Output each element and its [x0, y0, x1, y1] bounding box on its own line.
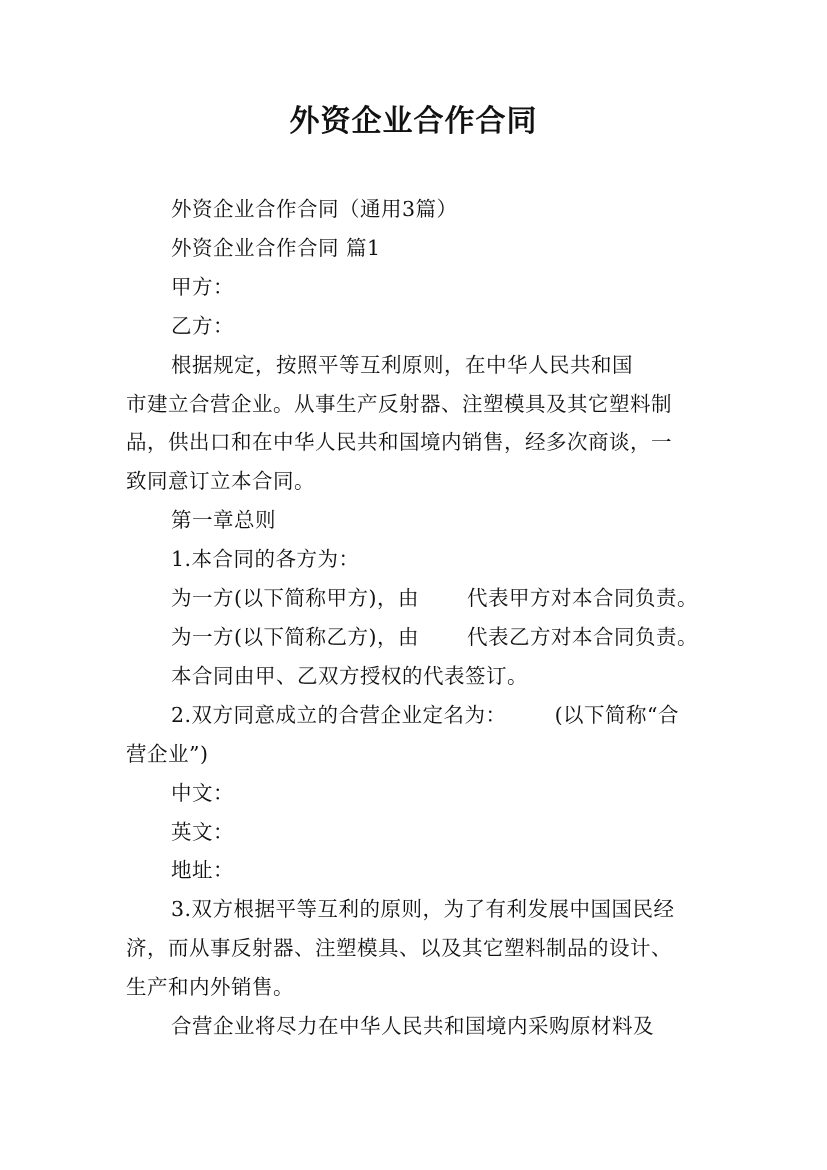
paragraph-line: 外资企业合作合同 篇1	[171, 235, 381, 260]
paragraph-line: 济，而从事反射器、注塑模具、以及其它塑料制品的设计、	[126, 936, 672, 961]
text-segment: 2.双方同意成立的合营企业定名为：	[171, 702, 507, 727]
paragraph-line: 根据规定，按照平等互利原则，在中华人民共和国	[171, 352, 633, 377]
document-title: 外资企业合作合同	[289, 104, 538, 139]
paragraph-line	[126, 579, 716, 618]
paragraph-line: 地址：	[171, 858, 234, 883]
text-segment: 代表甲方对本合同负责。	[467, 586, 698, 611]
paragraph-line: 品，供出口和在中华人民共和国境内销售，经多次商谈，一	[126, 430, 672, 455]
text-segment: (以下简称“合	[554, 702, 680, 727]
chapter-heading: 第一章总则	[171, 508, 276, 533]
text-segment: 为一方(以下简称乙方)，由	[171, 624, 419, 649]
text-segment: 为一方(以下简称甲方)，由	[171, 586, 419, 611]
paragraph-line: 生产和内外销售。	[126, 975, 294, 1000]
party-a-line: 甲方：	[171, 274, 234, 299]
paragraph-line: 市建立合营企业。从事生产反射器、注塑模具及其它塑料制	[126, 391, 672, 416]
paragraph-line: 英文：	[171, 819, 234, 844]
text-segment: 代表乙方对本合同负责。	[467, 624, 698, 649]
paragraph-line: 1.本合同的各方为：	[171, 547, 360, 572]
paragraph-line: 中文：	[171, 780, 234, 805]
paragraph-line: 3.双方根据平等互利的原则，为了有利发展中国国民经	[171, 897, 675, 922]
paragraph-line: 本合同由甲、乙双方授权的代表签订。	[171, 663, 528, 688]
document-body	[126, 190, 716, 1046]
paragraph-line: 外资企业合作合同（通用3篇）	[171, 197, 458, 221]
paragraph-line	[126, 618, 716, 657]
paragraph-line: 合营企业将尽力在中华人民共和国境内采购原材料及	[171, 1014, 654, 1039]
paragraph-line: 致同意订立本合同。	[126, 469, 315, 494]
paragraph-line: 营企业”)	[126, 741, 209, 766]
party-b-line: 乙方：	[171, 313, 234, 338]
paragraph-line	[126, 696, 716, 735]
